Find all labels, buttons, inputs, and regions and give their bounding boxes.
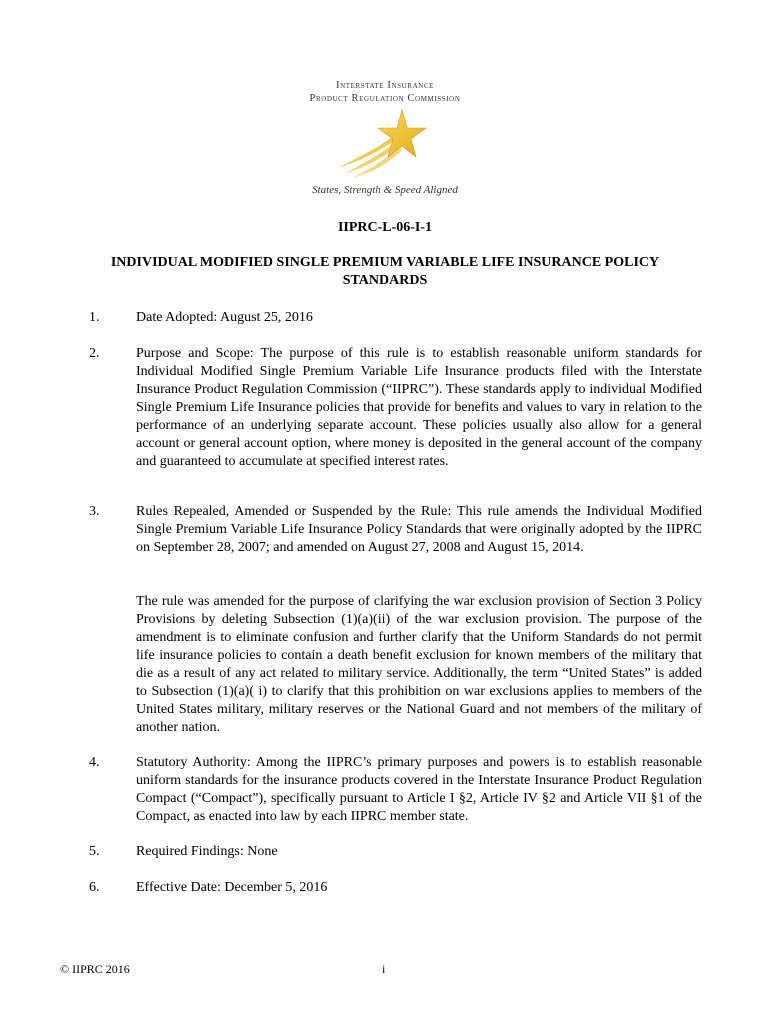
section-text: Purpose and Scope: The purpose of this rule is to establish reasonable uniform standards for Individual Modified Single Premium Variable Life Insurance products filed with the Interstate Insurance Product Regulation Commission (“IIPRC”). These standards apply to individual Modified Single Premium Life Insurance policies that provide for benefits and values to vary in relation to the performance of an underlying separate account. These policies usually also allow for a general account or general account option, where money is deposited in the general account of the company and guaranteed to accumulate at specified interest rates. xyxy=(136,346,702,469)
section-number: 6. xyxy=(89,880,100,895)
footer-copyright: © IIPRC 2016 xyxy=(60,962,130,976)
gold-star-icon xyxy=(336,108,432,178)
section-text: Date Adopted: August 25, 2016 xyxy=(136,310,313,325)
section-number: 2. xyxy=(89,346,100,361)
section-number: 1. xyxy=(89,310,100,325)
section-text: Effective Date: December 5, 2016 xyxy=(136,880,328,895)
section-number: 3. xyxy=(89,504,100,519)
logo-tagline: States, Strength & Speed Aligned xyxy=(312,184,458,196)
section-number: 4. xyxy=(89,755,100,770)
document-title: INDIVIDUAL MODIFIED SINGLE PREMIUM VARIABLE LIFE INSURANCE POLICY STANDARDS xyxy=(110,255,660,288)
iiprc-logo xyxy=(296,80,474,202)
section-text: Statutory Authority: Among the IIPRC’s primary purposes and powers is to establish reasonable uniform standards for the insurance products covered in the Interstate Insurance Product Regulation Compact (“Compact”), specifically pursuant to Article I §2, Article IV §2 and Article VII §1 of the Compact, as enacted into law by each IIPRC member state. xyxy=(136,755,702,824)
section-text: Rules Repealed, Amended or Suspended by the Rule: This rule amends the Individual Modified Single Premium Variable Life Insurance Policy Standards that were originally adopted by the IIPRC on September 28, 2007; and amended on August 27, 2008 and August 15, 2014. xyxy=(136,504,702,555)
section-text: The rule was amended for the purpose of clarifying the war exclusion provision of Section 3 Policy Provisions by deleting Subsection (1)(a)(ii) of the war exclusion provision. The purpose of the amendment is to eliminate confusion and further clarify that the Uniform Standards do not permit life insurance policies to contain a death benefit exclusion for known members of the military that die as a result of any act related to military service. Additionally, the term “United States” is added to Subsection (1)(a)( i) to clarify that this prohibition on war exclusions applies to members of the United States military, military reserves or the National Guard and not members of the military of another nation. xyxy=(136,594,702,735)
section-text: Required Findings: None xyxy=(136,844,278,859)
logo-org-line2: Product Regulation Commission xyxy=(309,93,461,104)
section-number: 5. xyxy=(89,844,100,859)
logo-org-line1: Interstate Insurance xyxy=(335,80,435,91)
document-id: IIPRC-L-06-I-1 xyxy=(337,220,433,235)
footer-page-number: i xyxy=(382,962,386,976)
